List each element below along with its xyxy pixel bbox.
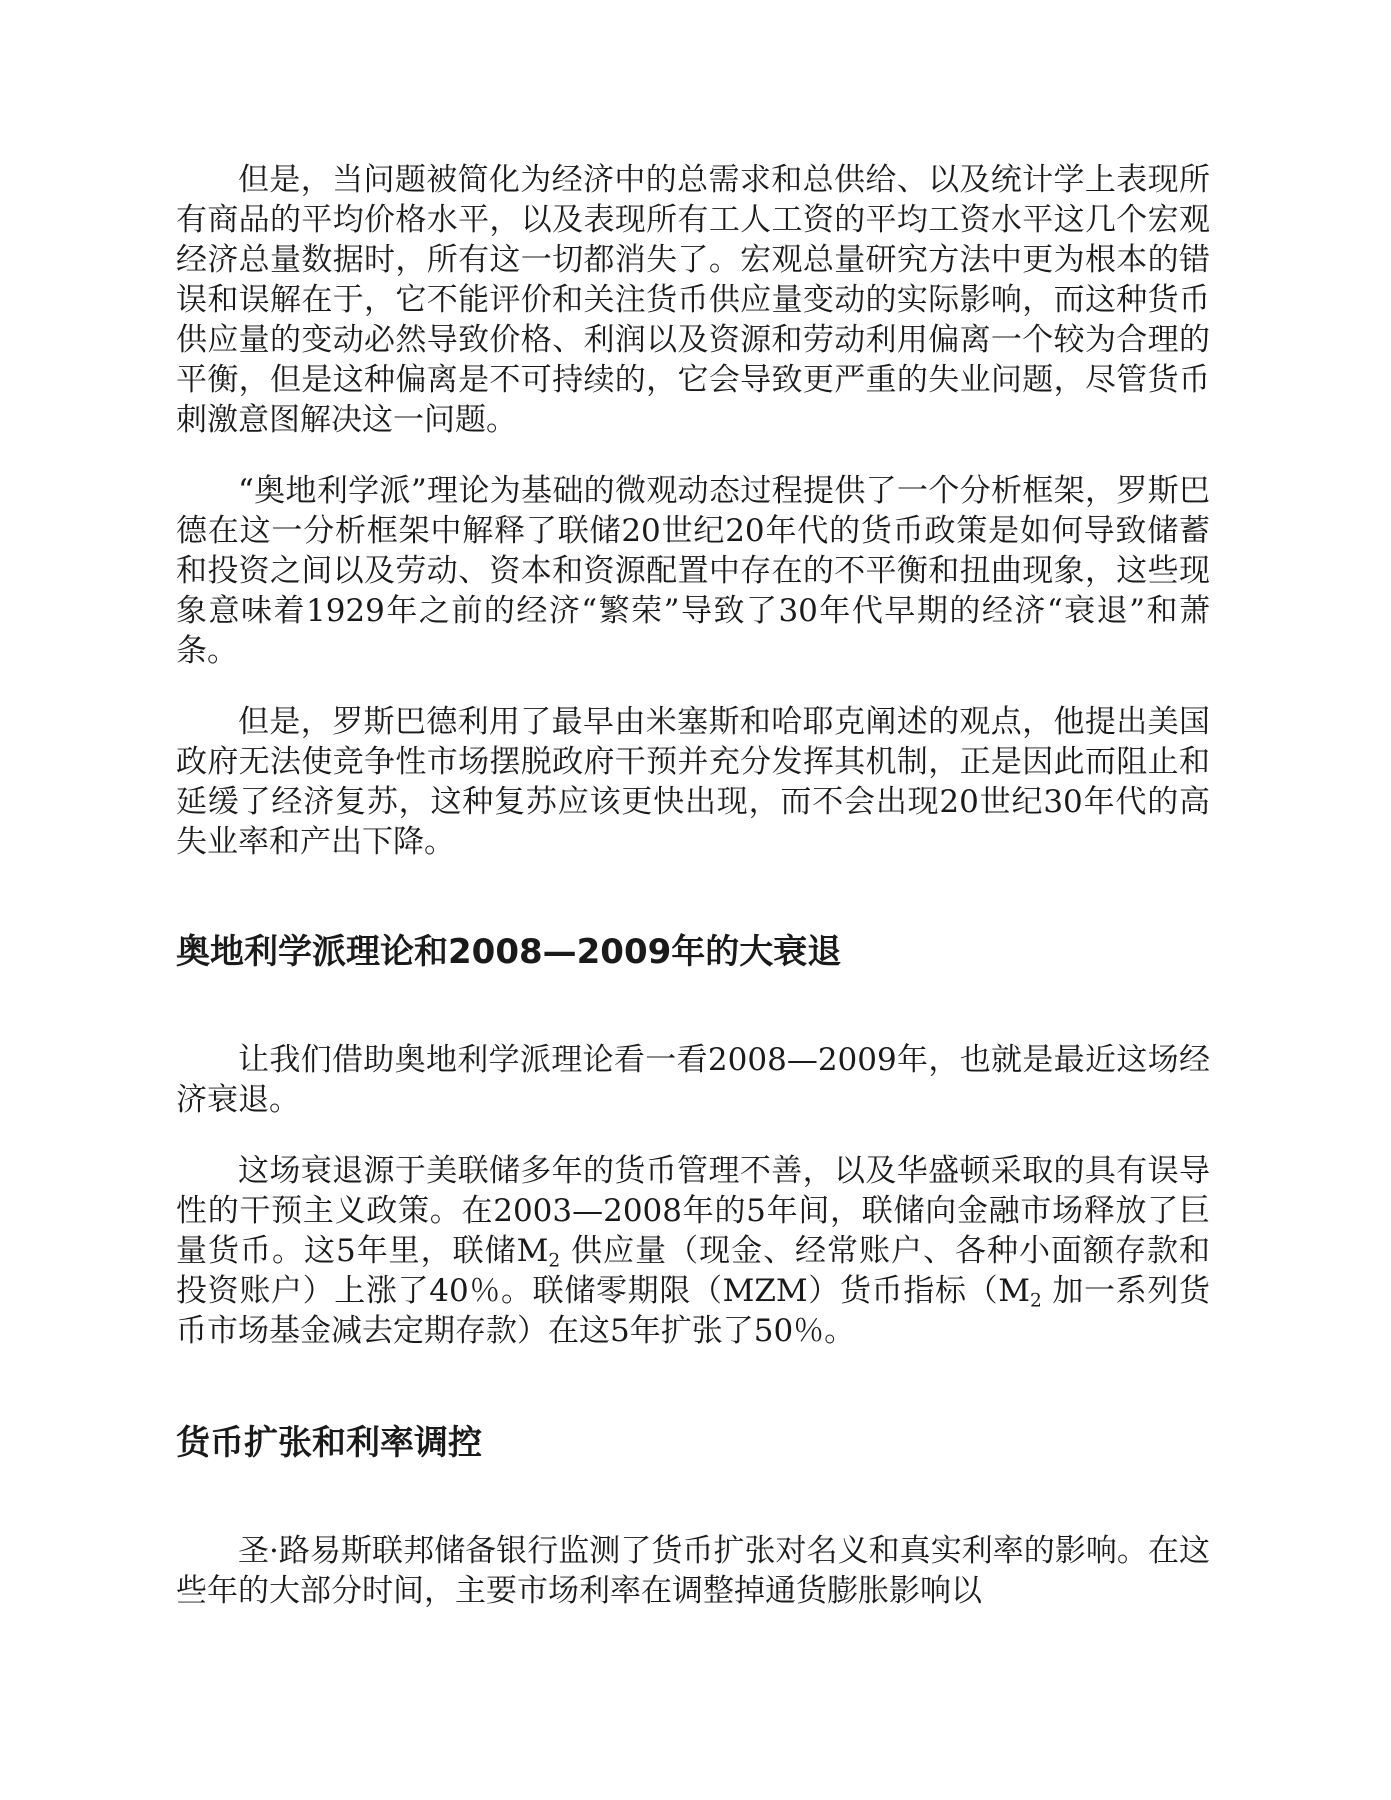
paragraph-rothbard-recovery: 但是，罗斯巴德利用了最早由米塞斯和哈耶克阐述的观点，他提出美国政府无法使竞争性市场摆脱政府干预并充分发挥其机制，正是因此而阻止和延缓了经济复苏，这种复苏应该更快出现，而不会出现20世纪30年代的高失业率和产出下降。 [176, 704, 1210, 860]
paragraph-austrian-framework: “奥地利学派”理论为基础的微观动态过程提供了一个分析框架，罗斯巴德在这一分析框架中解释了联储20世纪20年代的货币政策是如何导致储蓄和投资之间以及劳动、资本和资源配置中存在的不平衡和扭曲现象，这些现象意味着1929年之前的经济“繁荣”导致了30年代早期的经济“衰退”和萧条。 [176, 473, 1210, 669]
paragraph-recent-recession: 让我们借助奥地利学派理论看一看2008—2009年，也就是最近这场经济衰退。 [176, 1042, 1210, 1118]
text-segment: 加一系列货币市场基金减去定期存款）在这5年扩张了50％。 [176, 1273, 1210, 1349]
paragraph-st-louis-fed: 圣·路易斯联邦储备银行监测了货币扩张对名义和真实利率的影响。在这些年的大部分时间，主要市场利率在调整掉通货膨胀影响以 [176, 1533, 1210, 1609]
text-segment: 供应量（现金、经常账户、各种小面额存款和投资账户）上涨了40％。联储零期限（MZM）货币指标（M [176, 1233, 1210, 1309]
paragraph-macro-aggregates: 但是，当问题被简化为经济中的总需求和总供给、以及统计学上表现所有商品的平均价格水平，以及表现所有工人工资的平均工资水平这几个宏观经济总量数据时，所有这一切都消失了。宏观总量研究方法中更为根本的错误和误解在于，它不能评价和关注货币供应量变动的实际影响，而这种货币供应量的变动必然导致价格、利润以及资源和劳动利用偏离一个较为合理的平衡，但是这种偏离是不可持续的，它会导致更严重的失业问题，尽管货币刺激意图解决这一问题。 [176, 162, 1210, 438]
subscript: 2 [1030, 1290, 1042, 1312]
text-segment: 这场衰退源于美联储多年的货币管理不善，以及华盛顿采取的具有误导性的干预主义政策。在2003—2008年的5年间，联储向金融市场释放了巨量货币。这5年里，联储M [176, 1153, 1210, 1269]
subscript: 2 [548, 1250, 561, 1272]
document-page [176, 160, 1210, 1611]
section-heading-great-recession: 奥地利学派理论和2008—2009年的大衰退 [176, 932, 842, 972]
paragraph-money-mismanagement [176, 1151, 1210, 1351]
section-heading-monetary-expansion: 货币扩张和利率调控 [176, 1423, 482, 1463]
